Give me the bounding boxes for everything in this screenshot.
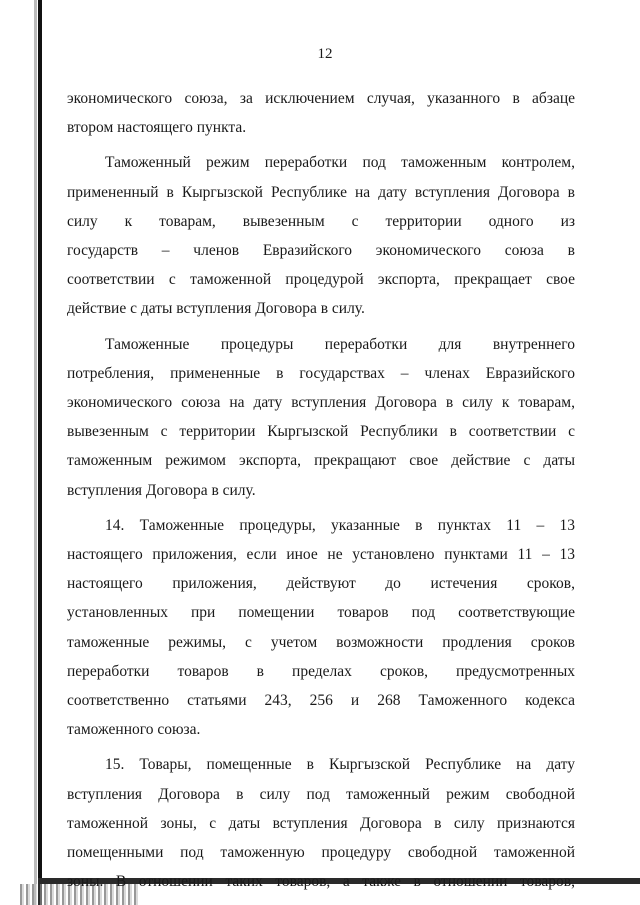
text-line: таможенного союза. [67, 721, 201, 739]
text-line: настоящего приложения, действуют до истечения сроков, [67, 575, 575, 593]
text-line: таможенным режимом экспорта, прекращают свое действие с даты [67, 452, 575, 470]
text-line: установленных при помещении товаров под соответствующие [67, 604, 575, 622]
text-line: Таможенный режим переработки под таможенным контролем, [105, 154, 575, 172]
text-line: Таможенные процедуры переработки для внутреннего [105, 335, 575, 353]
text-line: помещенными под таможенную процедуру свободной таможенной [67, 844, 575, 862]
page-number: 12 [317, 46, 333, 62]
paragraph [67, 330, 575, 505]
text-line: примененный в Кыргызской Республике на дату вступления Договора в [67, 183, 575, 201]
text-line: экономического союза на дату вступления Договора в силу к товарам, [67, 394, 575, 412]
text-line: вступления Договора в силу. [67, 481, 256, 499]
text-line: вступления Договора в силу под таможенный режим свободной [67, 785, 575, 803]
text-line: втором настоящего пункта. [67, 119, 247, 137]
paragraph [67, 750, 575, 896]
text-line: таможенные режимы, с учетом возможности продления сроков [67, 633, 575, 651]
text-line: настоящего приложения, если иное не установлено пунктами 11 – 13 [67, 546, 575, 564]
text-line: 14. Таможенные процедуры, указанные в пунктах 11 – 13 [105, 516, 575, 534]
scan-edge-shadow [34, 0, 37, 905]
text-line: экономического союза, за исключением случая, указанного в абзаце [67, 90, 575, 107]
text-line: соответствии с таможенной процедурой экспорта, прекращает свое [67, 271, 575, 289]
text-line: зоны. В отношении таких товаров, а также в отношении товаров, [67, 873, 575, 891]
text-line: силу к товарам, вывезенным с территории одного из [67, 212, 575, 230]
paragraph [67, 511, 575, 745]
paragraph [67, 148, 575, 323]
text-line: вывезенным с территории Кыргызской Республики в соответствии с [67, 423, 575, 441]
text-line: переработки товаров в пределах сроков, предусмотренных [67, 662, 575, 680]
scan-edge-left [38, 0, 42, 905]
text-line: соответственно статьями 243, 256 и 268 Таможенного кодекса [67, 692, 575, 710]
text-line: государств – членов Евразийского экономического союза в [67, 242, 575, 260]
paragraph [67, 84, 575, 142]
text-line: потребления, примененные в государствах – членах Евразийского [67, 364, 575, 382]
text-line: 15. Товары, помещенные в Кыргызской Республике на дату [105, 756, 575, 774]
document-body [67, 84, 575, 896]
text-line: действие с даты вступления Договора в силу. [67, 300, 365, 318]
text-line: таможенной зоны, с даты вступления Договора в силу признаются [67, 814, 575, 832]
